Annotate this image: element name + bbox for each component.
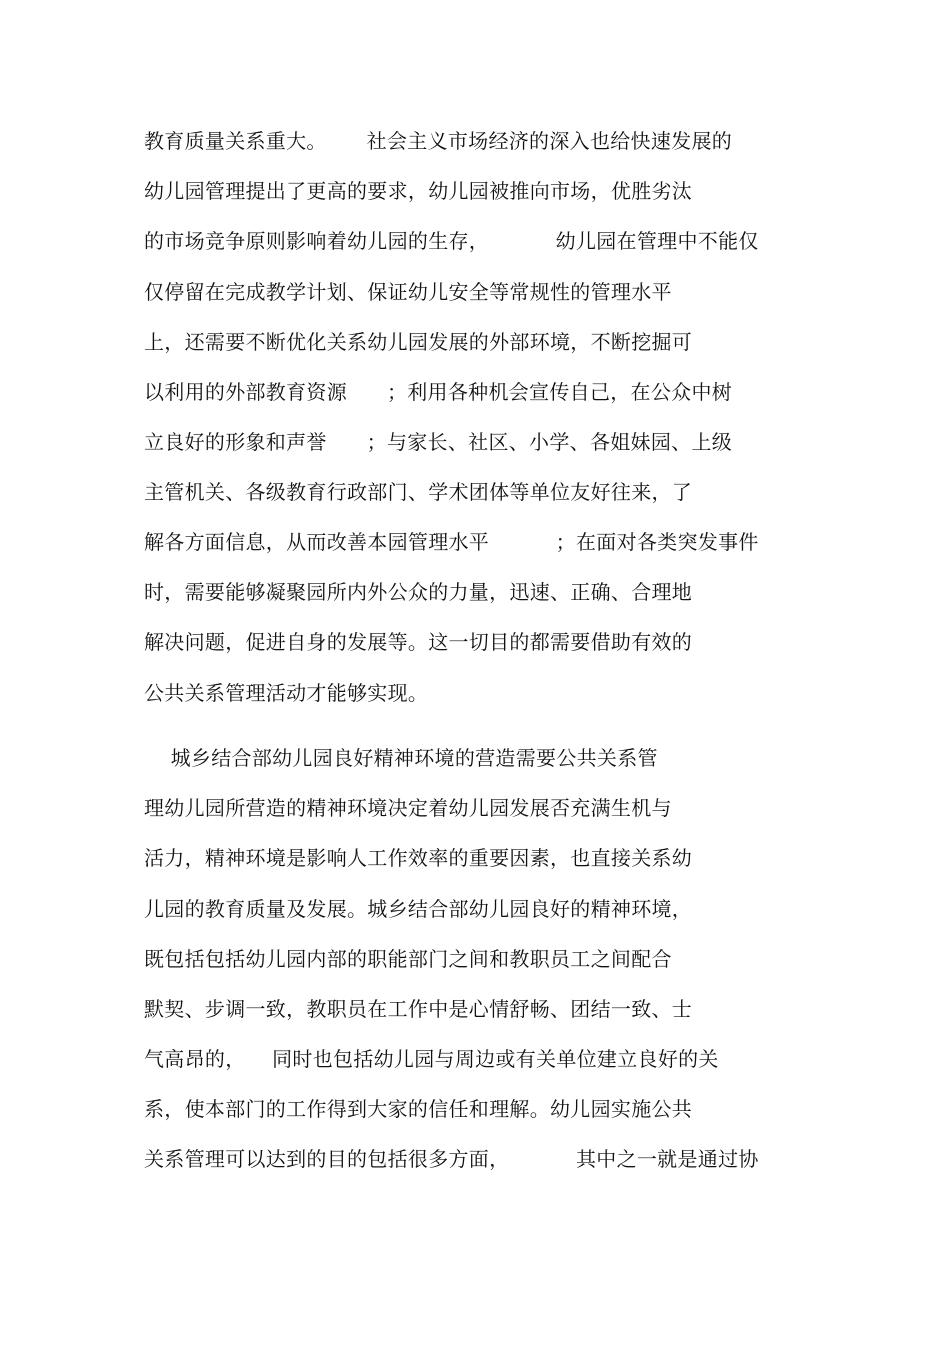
text-line: 城乡结合部幼儿园良好精神环境的营造需要公共关系管 [144, 746, 658, 770]
text-line: 气高昂的， 同时也包括幼儿园与周边或有关单位建立良好的关 [144, 1047, 719, 1071]
text-line: 活力，精神环境是影响人工作效率的重要因素，也直接关系幼 [144, 846, 693, 870]
text-line: 理幼儿园所营造的精神环境决定着幼儿园发展否充满生机与 [144, 796, 672, 820]
text-line: 幼儿园管理提出了更高的要求，幼儿园被推向市场，优胜劣汰 [144, 179, 693, 203]
text-line: 主管机关、各级教育行政部门、学术团体等单位友好往来，了 [144, 480, 693, 504]
text-line: 既包括包括幼儿园内部的职能部门之间和教职员工之间配合 [144, 947, 672, 971]
text-line: 系，使本部门的工作得到大家的信任和理解。幼儿园实施公共 [144, 1097, 693, 1121]
text-line: 公共关系管理活动才能够实现。 [144, 681, 429, 705]
text-line: 解决问题，促进自身的发展等。这一切目的都需要借助有效的 [144, 630, 693, 654]
text-line: 仅停留在完成教学计划、保证幼儿安全等常规性的管理水平 [144, 280, 672, 304]
text-line: 默契、步调一致，教职员在工作中是心情舒畅、团结一致、士 [144, 997, 693, 1021]
text-line: 关系管理可以达到的目的包括很多方面， 其中之一就是通过协 [144, 1147, 759, 1171]
text-line: 的市场竞争原则影响着幼儿园的生存， 幼儿园在管理中不能仅 [144, 229, 759, 253]
text-line: 儿园的教育质量及发展。城乡结合部幼儿园良好的精神环境， [144, 897, 693, 921]
text-line: 上，还需要不断优化关系幼儿园发展的外部环境，不断挖掘可 [144, 330, 693, 354]
text-line: 教育质量关系重大。 社会主义市场经济的深入也给快速发展的 [144, 129, 733, 153]
text-line: 立良好的形象和声誉 ；与家长、社区、小学、各姐妹园、上级 [144, 430, 733, 454]
text-line: 解各方面信息，从而改善本园管理水平 ；在面对各类突发事件 [144, 530, 759, 554]
text-line: 时，需要能够凝聚园所内外公众的力量，迅速、正确、合理地 [144, 580, 693, 604]
text-line: 以利用的外部教育资源 ；利用各种机会宣传自己，在公众中树 [144, 380, 733, 404]
